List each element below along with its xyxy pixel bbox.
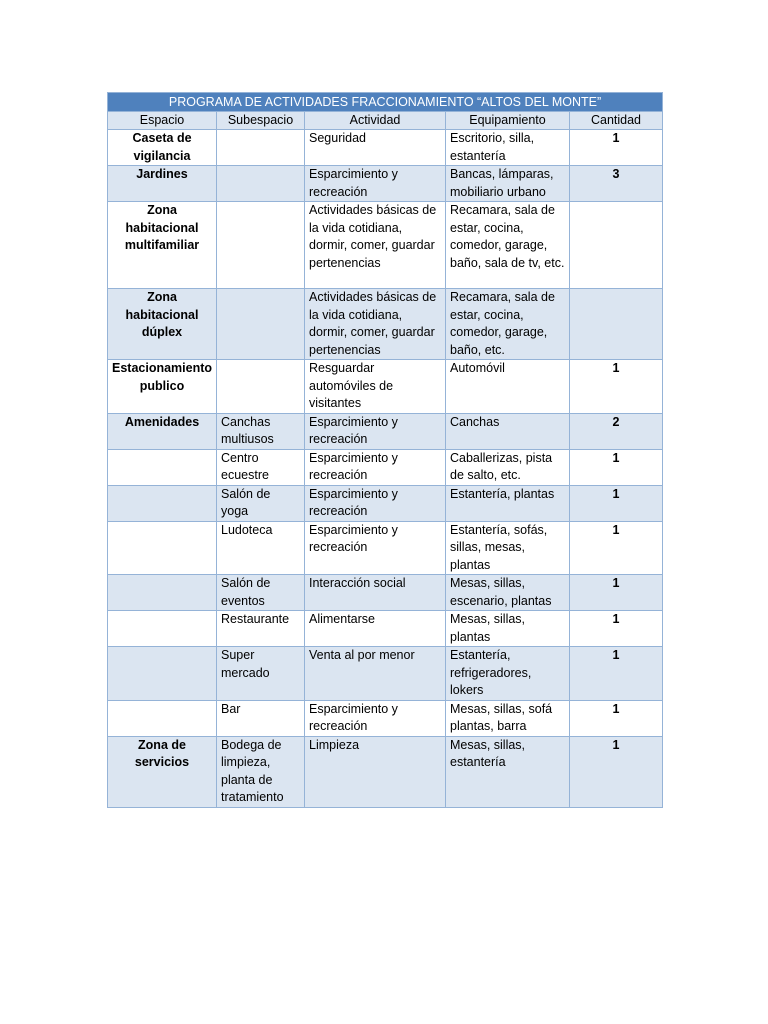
table-row bbox=[108, 360, 663, 414]
cell-equipamiento: Estantería, sofás, sillas, mesas, plantas bbox=[446, 521, 570, 575]
table-row bbox=[108, 166, 663, 202]
cell-subespacio: Canchas multiusos bbox=[217, 413, 305, 449]
cell-espacio bbox=[108, 575, 217, 611]
cell-cantidad: 2 bbox=[570, 413, 663, 449]
cell-equipamiento: Estantería, refrigeradores, lokers bbox=[446, 647, 570, 701]
cell-cantidad: 1 bbox=[570, 521, 663, 575]
cell-cantidad: 1 bbox=[570, 647, 663, 701]
cell-subespacio bbox=[217, 360, 305, 414]
cell-actividad: Esparcimiento y recreación bbox=[305, 166, 446, 202]
cell-actividad: Interacción social bbox=[305, 575, 446, 611]
cell-equipamiento: Mesas, sillas, estantería bbox=[446, 736, 570, 807]
cell-espacio bbox=[108, 521, 217, 575]
cell-actividad: Venta al por menor bbox=[305, 647, 446, 701]
cell-equipamiento: Mesas, sillas, plantas bbox=[446, 611, 570, 647]
cell-subespacio: Salón de yoga bbox=[217, 485, 305, 521]
cell-subespacio bbox=[217, 202, 305, 289]
cell-actividad: Alimentarse bbox=[305, 611, 446, 647]
cell-subespacio bbox=[217, 130, 305, 166]
cell-cantidad bbox=[570, 289, 663, 360]
cell-cantidad: 1 bbox=[570, 360, 663, 414]
cell-espacio: Zona habitacional multifamiliar bbox=[108, 202, 217, 289]
cell-actividad: Limpieza bbox=[305, 736, 446, 807]
table-row bbox=[108, 289, 663, 360]
cell-subespacio: Ludoteca bbox=[217, 521, 305, 575]
cell-cantidad: 3 bbox=[570, 166, 663, 202]
activities-program-table bbox=[107, 92, 663, 808]
cell-actividad: Actividades básicas de la vida cotidiana, dormir, comer, guardar pertenencias bbox=[305, 202, 446, 289]
table-row bbox=[108, 130, 663, 166]
column-header-subespacio: Subespacio bbox=[217, 112, 305, 130]
cell-cantidad: 1 bbox=[570, 130, 663, 166]
cell-equipamiento: Mesas, sillas, escenario, plantas bbox=[446, 575, 570, 611]
cell-actividad: Esparcimiento y recreación bbox=[305, 413, 446, 449]
cell-equipamiento: Caballerizas, pista de salto, etc. bbox=[446, 449, 570, 485]
table-row bbox=[108, 736, 663, 807]
cell-cantidad: 1 bbox=[570, 700, 663, 736]
cell-actividad: Actividades básicas de la vida cotidiana, dormir, comer, guardar pertenencias bbox=[305, 289, 446, 360]
cell-subespacio: Restaurante bbox=[217, 611, 305, 647]
cell-equipamiento: Automóvil bbox=[446, 360, 570, 414]
column-header-cantidad: Cantidad bbox=[570, 112, 663, 130]
cell-espacio bbox=[108, 611, 217, 647]
cell-subespacio: Bar bbox=[217, 700, 305, 736]
cell-subespacio: Salón de eventos bbox=[217, 575, 305, 611]
cell-actividad: Resguardar automóviles de visitantes bbox=[305, 360, 446, 414]
table-title: PROGRAMA DE ACTIVIDADES FRACCIONAMIENTO “ALTOS DEL MONTE” bbox=[108, 93, 663, 112]
table-row bbox=[108, 521, 663, 575]
cell-actividad: Seguridad bbox=[305, 130, 446, 166]
cell-equipamiento: Bancas, lámparas, mobiliario urbano bbox=[446, 166, 570, 202]
column-header-equipamiento: Equipamiento bbox=[446, 112, 570, 130]
column-header-actividad: Actividad bbox=[305, 112, 446, 130]
cell-subespacio bbox=[217, 166, 305, 202]
cell-espacio: Zona de servicios bbox=[108, 736, 217, 807]
cell-actividad: Esparcimiento y recreación bbox=[305, 521, 446, 575]
cell-equipamiento: Mesas, sillas, sofá plantas, barra bbox=[446, 700, 570, 736]
table-row bbox=[108, 449, 663, 485]
cell-actividad: Esparcimiento y recreación bbox=[305, 700, 446, 736]
cell-equipamiento: Recamara, sala de estar, cocina, comedor, garage, baño, etc. bbox=[446, 289, 570, 360]
cell-cantidad: 1 bbox=[570, 485, 663, 521]
cell-espacio bbox=[108, 485, 217, 521]
table-row bbox=[108, 611, 663, 647]
cell-subespacio: Super mercado bbox=[217, 647, 305, 701]
cell-cantidad: 1 bbox=[570, 611, 663, 647]
table-row bbox=[108, 202, 663, 289]
cell-subespacio bbox=[217, 289, 305, 360]
cell-espacio: Jardines bbox=[108, 166, 217, 202]
table-row bbox=[108, 485, 663, 521]
cell-espacio bbox=[108, 700, 217, 736]
cell-cantidad: 1 bbox=[570, 736, 663, 807]
cell-subespacio: Bodega de limpieza, planta de tratamiento bbox=[217, 736, 305, 807]
table-row bbox=[108, 413, 663, 449]
cell-cantidad bbox=[570, 202, 663, 289]
cell-equipamiento: Escritorio, silla, estantería bbox=[446, 130, 570, 166]
cell-espacio: Zona habitacional dúplex bbox=[108, 289, 217, 360]
cell-actividad: Esparcimiento y recreación bbox=[305, 449, 446, 485]
table-row bbox=[108, 647, 663, 701]
cell-espacio: Amenidades bbox=[108, 413, 217, 449]
cell-espacio bbox=[108, 449, 217, 485]
cell-cantidad: 1 bbox=[570, 449, 663, 485]
cell-actividad: Esparcimiento y recreación bbox=[305, 485, 446, 521]
cell-espacio bbox=[108, 647, 217, 701]
cell-subespacio: Centro ecuestre bbox=[217, 449, 305, 485]
cell-equipamiento: Recamara, sala de estar, cocina, comedor, garage, baño, sala de tv, etc. bbox=[446, 202, 570, 289]
cell-equipamiento: Estantería, plantas bbox=[446, 485, 570, 521]
cell-espacio: Estacionamiento publico bbox=[108, 360, 217, 414]
table-row bbox=[108, 700, 663, 736]
cell-equipamiento: Canchas bbox=[446, 413, 570, 449]
cell-espacio: Caseta de vigilancia bbox=[108, 130, 217, 166]
cell-cantidad: 1 bbox=[570, 575, 663, 611]
column-header-espacio: Espacio bbox=[108, 112, 217, 130]
table-row bbox=[108, 575, 663, 611]
